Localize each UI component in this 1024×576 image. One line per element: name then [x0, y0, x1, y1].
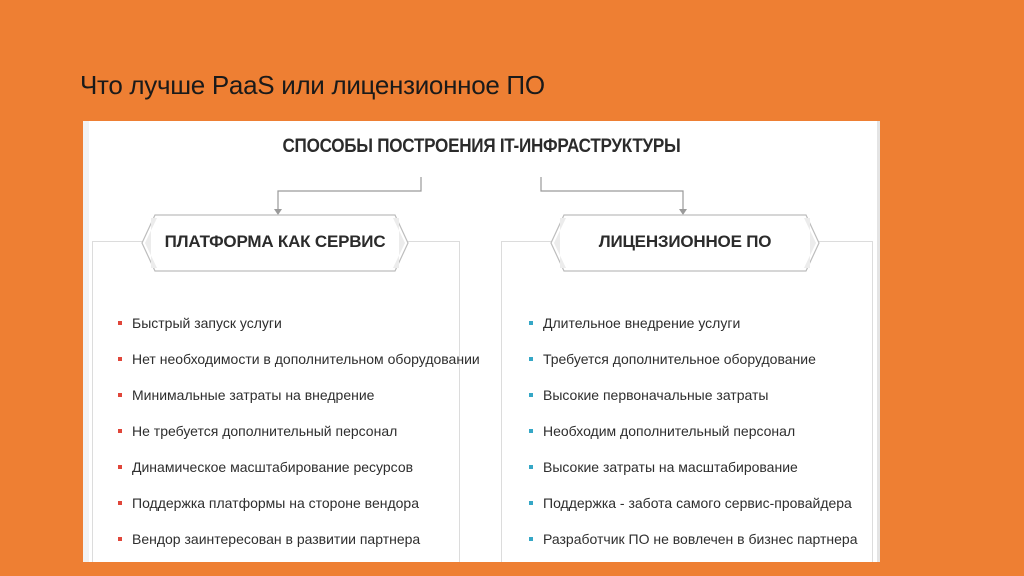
- paas-heading: ПЛАТФОРМА КАК СЕРВИС: [164, 232, 386, 251]
- bullet-icon: [529, 501, 533, 505]
- bullet-icon: [529, 357, 533, 361]
- bullet-icon: [118, 465, 122, 469]
- bullet-icon: [529, 465, 533, 469]
- bullet-icon: [118, 393, 122, 397]
- bullet-icon: [529, 321, 533, 325]
- bullet-icon: [529, 429, 533, 433]
- connector-right: [541, 177, 683, 211]
- bullet-icon: [118, 429, 122, 433]
- bullet-icon: [118, 501, 122, 505]
- bullet-icon: [118, 357, 122, 361]
- paas-heading-box: [141, 214, 409, 272]
- infrastructure-diagram: СПОСОБЫ ПОСТРОЕНИЯ IT-ИНФРАСТРУКТУРЫ ПЛАТФОРМА КАК СЕРВИС ЛИЦЕНЗИОННОЕ ПО Быстрый запуск услуги Нет необходимости в дополнительном оборудовании Минимальные затраты на внедрение Не требуется дополнительный персонал Динамическое масштабирование ресурсов Поддержка платформы на стороне вендора Вендор заинтересован в развитии партнера Длительное внедрение услуги Требуется дополнительное оборудование Высокие первоначальные затраты Необходим дополнительный персонал Высокие затраты на масштабирование Поддержка - забота самого сервис-провайдера Разработчик ПО не вовлечен в бизнес партнера: [83, 121, 880, 562]
- bullet-icon: [118, 321, 122, 325]
- licensed-heading-box: [550, 214, 820, 272]
- bullet-icon: [529, 537, 533, 541]
- bullet-icon: [529, 393, 533, 397]
- connector-left: [278, 177, 421, 211]
- licensed-heading: ЛИЦЕНЗИОННОЕ ПО: [598, 232, 772, 251]
- bullet-icon: [118, 537, 122, 541]
- slide-title: Что лучше PaaS или лицензионное ПО: [80, 70, 545, 100]
- diagram-title: СПОСОБЫ ПОСТРОЕНИЯ IT-ИНФРАСТРУКТУРЫ: [282, 136, 681, 157]
